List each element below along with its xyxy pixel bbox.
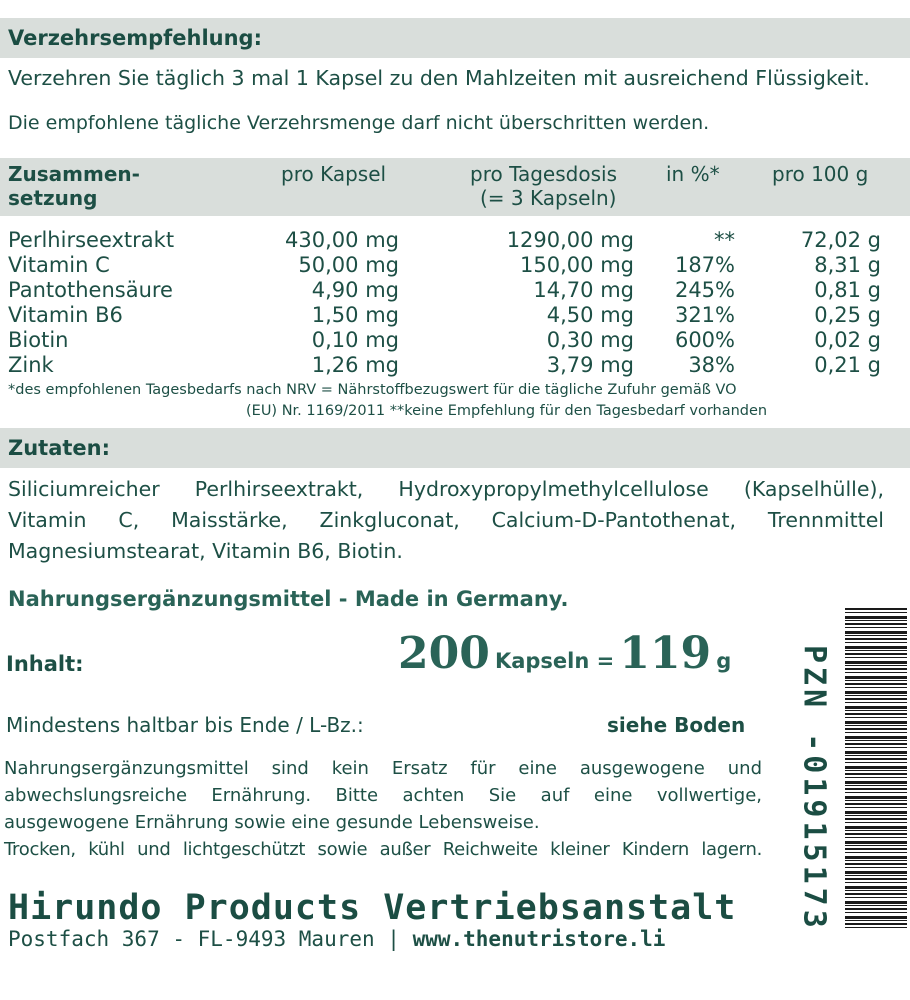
net-weight: 119 — [619, 628, 712, 679]
row-per-day: 14,70 mg — [533, 278, 634, 302]
row-name: Vitamin B6 — [8, 303, 123, 327]
row-per-100g: 0,25 g — [814, 303, 881, 327]
row-per-capsule: 50,00 mg — [298, 253, 399, 277]
barcode-image — [845, 608, 907, 930]
notice-line-3: ausgewogene Ernährung sowie eine gesunde Lebensweise. — [4, 812, 540, 833]
company-address: Postfach 367 - FL-9493 Mauren | — [8, 927, 413, 951]
col-per-capsule: pro Kapsel — [281, 162, 387, 186]
weight-unit: g — [716, 649, 732, 673]
row-per-capsule: 0,10 mg — [311, 328, 399, 352]
row-name: Vitamin C — [8, 253, 110, 277]
row-per-capsule: 1,26 mg — [311, 353, 399, 377]
ingredients-line-2: Vitamin C, Maisstärke, Zinkgluconat, Calcium-D-Pantothenat, Trennmittel — [8, 508, 884, 532]
col-per-day-line-1: pro Tagesdosis — [470, 162, 617, 186]
notice-line-2: abwechslungsreiche Ernährung. Bitte achten Sie auf eine vollwertige, — [4, 785, 762, 806]
row-per-100g: 72,02 g — [800, 228, 881, 252]
capsule-count: 200 — [398, 628, 490, 679]
notice-line-1: Nahrungsergänzungsmittel sind kein Ersatz für eine ausgewogene und — [4, 758, 762, 779]
row-name: Zink — [8, 353, 54, 377]
row-per-day: 150,00 mg — [520, 253, 634, 277]
ingredients-header-band — [0, 428, 910, 468]
row-per-100g: 8,31 g — [814, 253, 881, 277]
row-per-day: 0,30 mg — [546, 328, 634, 352]
row-percent: ** — [714, 228, 735, 252]
row-per-capsule: 1,50 mg — [311, 303, 399, 327]
dosage-line-1: Verzehren Sie täglich 3 mal 1 Kapsel zu den Mahlzeiten mit ausreichend Flüssigkeit. — [8, 66, 870, 90]
row-per-capsule: 430,00 mg — [285, 228, 399, 252]
row-percent: 600% — [674, 328, 735, 352]
col-name-line-1: Zusammen- — [8, 162, 140, 186]
row-per-100g: 0,21 g — [814, 353, 881, 377]
best-before-label: Mindestens haltbar bis Ende / L-Bz.: — [6, 713, 364, 737]
row-per-day: 4,50 mg — [546, 303, 634, 327]
row-name: Biotin — [8, 328, 69, 352]
row-per-100g: 0,02 g — [814, 328, 881, 352]
capsule-unit: Kapseln = — [494, 649, 615, 673]
ingredients-line-3: Magnesiumstearat, Vitamin B6, Biotin. — [8, 539, 403, 563]
content-amount — [398, 628, 731, 679]
row-name: Pantothensäure — [8, 278, 173, 302]
dosage-line-2: Die empfohlene tägliche Verzehrsmenge darf nicht überschritten werden. — [8, 112, 710, 134]
company-name: Hirundo Products Vertriebsanstalt — [8, 888, 737, 928]
col-name-line-2: setzung — [8, 186, 98, 210]
dosage-heading: Verzehrsempfehlung: — [8, 26, 262, 50]
row-per-day: 3,79 mg — [546, 353, 634, 377]
footnote-line-2: (EU) Nr. 1169/2011 **keine Empfehlung für den Tagesbedarf vorhanden — [246, 403, 768, 419]
col-per-100g: pro 100 g — [772, 162, 869, 186]
row-percent: 245% — [674, 278, 735, 302]
product-type: Nahrungsergänzungsmittel - Made in Germany. — [8, 587, 569, 611]
ingredients-heading: Zutaten: — [8, 436, 111, 460]
content-label: Inhalt: — [6, 652, 84, 676]
row-percent: 187% — [674, 253, 735, 277]
company-website: www.thenutristore.li — [412, 927, 666, 951]
row-percent: 321% — [674, 303, 735, 327]
row-name: Perlhirseextrakt — [8, 228, 175, 252]
row-per-capsule: 4,90 mg — [311, 278, 399, 302]
best-before-value: siehe Boden — [607, 713, 746, 737]
col-per-day-line-2: (= 3 Kapseln) — [480, 186, 617, 210]
row-per-day: 1290,00 mg — [506, 228, 634, 252]
company-address-line — [8, 927, 665, 951]
ingredients-line-1: Siliciumreicher Perlhirseextrakt, Hydroxypropylmethylcellulose (Kapselhülle), — [8, 477, 884, 501]
row-per-100g: 0,81 g — [814, 278, 881, 302]
notice-line-4: Trocken, kühl und lichtgeschützt sowie außer Reichweite kleiner Kindern lagern. — [4, 839, 762, 860]
pzn-code: PZN -01915173 — [796, 645, 832, 932]
row-percent: 38% — [688, 353, 735, 377]
footnote-line-1: *des empfohlenen Tagesbedarfs nach NRV = Nährstoffbezugswert für die tägliche Zufuhr gemäß VO — [8, 382, 737, 398]
col-percent: in %* — [666, 162, 720, 186]
